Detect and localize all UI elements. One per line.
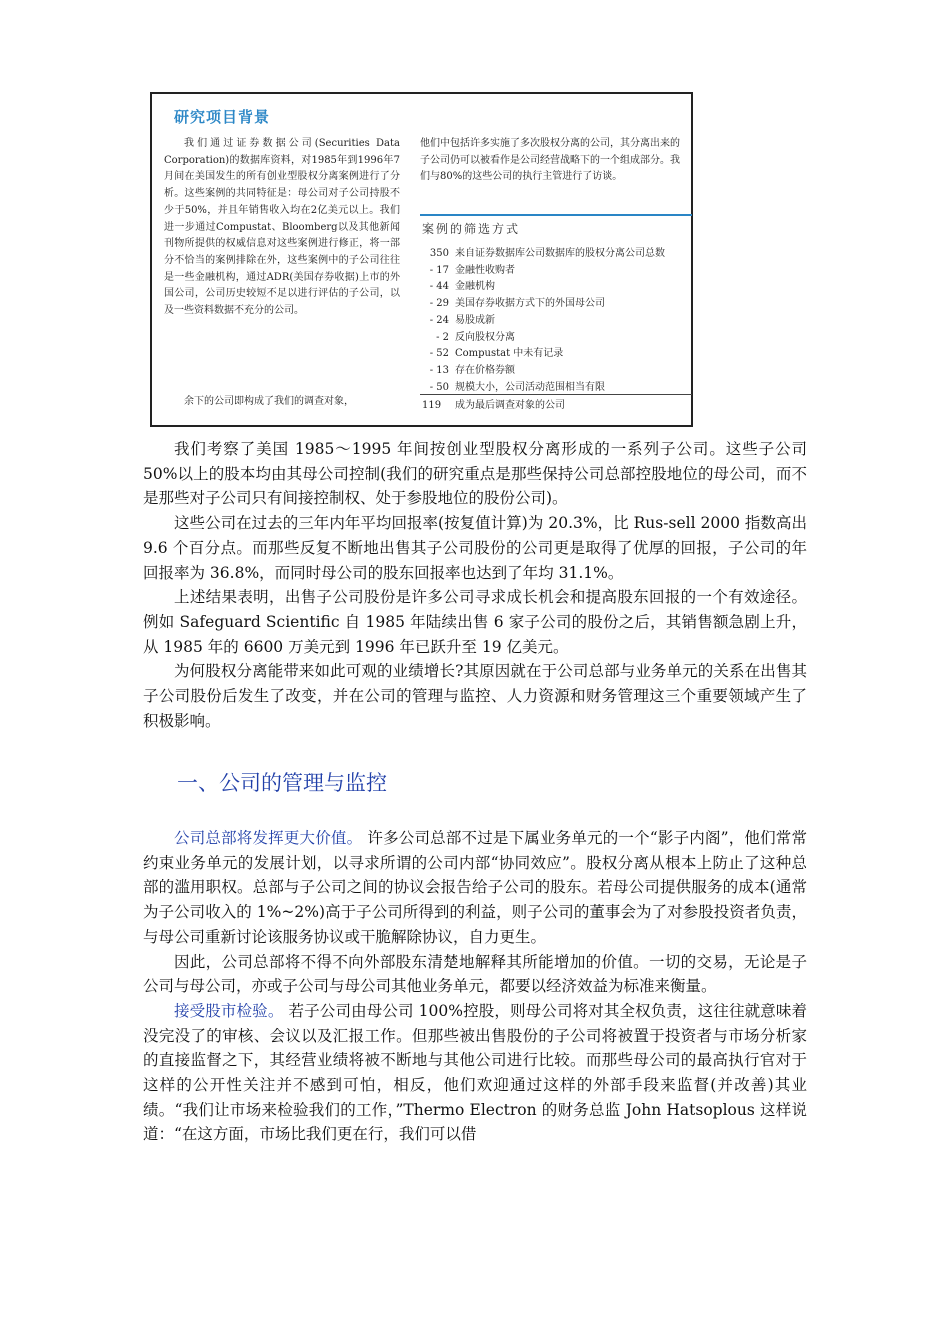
paragraph-text: 许多公司总部不过是下属业务单元的一个“影子内阁”，他们常常约束业务单元的发展计划，以寻求所谓的公司内部“协同效应”。股权分离从根本上防止了这种总部的滥用职权。总部与子公司之间的协议会报告给子公司的股东。若母公司提供服务的成本(通常为子公司收入的 1%~2%)高于子公司所得到的利益，则子公司的董事会为了对参股投资者负责，与母公司重新讨论该服务协议或干脆解除协议，自力更生。 <box>143 829 807 946</box>
total-text: 成为最后调查对象的公司 <box>455 400 565 411</box>
screening-text: Compustat 中未有记录 <box>455 348 564 360</box>
paragraph: 为何股权分离能带来如此可观的业绩增长?其原因就在于公司总部与业务单元的关系在出售其子公司股份后发生了改变，并在公司的管理与监控、人力资源和财务管理这三个重要领域产生了积极影响。 <box>143 662 807 730</box>
research-background-box <box>150 92 693 427</box>
screening-number: - 52 <box>429 348 449 360</box>
screening-number: - 24 <box>429 314 449 326</box>
intro-body <box>143 437 807 733</box>
paragraph-lead: 公司总部将发挥更大价值。 <box>174 829 363 847</box>
paragraph <box>143 826 807 950</box>
screening-item <box>422 246 692 263</box>
screening-number: 350 <box>429 248 449 259</box>
screening-item <box>422 313 692 330</box>
section-heading: 一、公司的管理与监控 <box>177 771 387 795</box>
section-body <box>143 826 807 1147</box>
paragraph: 这些公司在过去的三年内年平均回报率(按复值计算)为 20.3%，比 Rus-sell 2000 指数高出 9.6 个百分点。而那些反复不断地出售其子公司股份的公司更是取得了优厚的回报，子公司的年回报率为 36.8%，而同时母公司的股东回报率也达到了年均 31.1%。 <box>143 514 807 582</box>
box-left-text: 我们通过证券数据公司(Securities Data Corporation)的数据库资料，对1985年到1996年7月间在美国发生的所有创业型股权分离案例进行了分析。这些案例的共同特征是：母公司对子公司持股不少于50%，并且年销售收入均在2亿美元以上。我们进一步通过Compustat、Bloomberg以及其他新闻刊物所提供的权威信息对这些案例进行修正，将一部分不恰当的案例排除在外，这些案例中的子公司往往是一些金融机构，通过ADR(美国存券收据)上市的外国公司，公司历史较短不足以进行评估的子公司，以及一些资料数据不充分的公司。 <box>164 138 400 317</box>
box-right-intro: 他们中包括许多实施了多次股权分离的公司，其分离出来的子公司仍可以被看作是公司经营战略下的一个组成部分。我们与80%的这些公司的执行主管进行了访谈。 <box>420 138 680 183</box>
paragraph-text: 若子公司由母公司 100%控股，则母公司将对其全权负责，这往往就意味着没完没了的审核、会议以及汇报工作。但那些被出售股份的子公司将被置于投资者与市场分析家的直接监督之下，其经营业绩将被不断地与其他公司进行比较。而那些母公司的最高执行官对于这样的公开性关注并不感到可怕，相反，他们欢迎通过这样的外部手段来监督(并改善)其业绩。“我们让市场来检验我们的工作，”Thermo Electron 的财务总监 John Hatsoplous 这样说道：“在这方面，市场比我们更在行，我们可以借 <box>143 1001 807 1144</box>
screening-item <box>422 330 692 347</box>
screening-number: - 2 <box>436 331 449 343</box>
screening-title: 案例的筛选方式 <box>422 222 521 236</box>
screening-number: - 17 <box>429 264 449 276</box>
box-title: 研究项目背景 <box>174 108 271 126</box>
paragraph-lead: 接受股市检验。 <box>174 1001 284 1020</box>
screening-item <box>422 296 692 313</box>
screening-text: 金融机构 <box>455 281 495 293</box>
screening-text: 来自证券数据库公司数据库的股权分离公司总数 <box>455 248 665 259</box>
screening-list <box>422 246 692 396</box>
screening-total <box>422 398 565 414</box>
screening-number: - 50 <box>429 381 449 393</box>
total-divider <box>420 394 692 395</box>
screening-item <box>422 279 692 296</box>
screening-text: 存在价格券额 <box>455 364 515 376</box>
screening-number: - 13 <box>429 364 449 376</box>
box-right-column <box>420 136 682 186</box>
paragraph <box>143 999 807 1147</box>
paragraph: 我们考察了美国 1985～1995 年间按创业型股权分离形成的一系列子公司。这些子公司 50%以上的股本均由其母公司控制(我们的研究重点是那些保持公司总部控股地位的母公司，而不是那些对子公司只有间接控制权、处于参股地位的股份公司)。 <box>143 440 807 508</box>
screening-item <box>422 363 692 380</box>
screening-item <box>422 346 692 363</box>
total-number: 119 <box>422 400 442 411</box>
screening-text: 规模大小，公司活动范围相当有限 <box>455 381 605 393</box>
box-left-last-line: 余下的公司即构成了我们的调查对象， <box>184 396 354 407</box>
screening-text: 金融性收购者 <box>455 264 515 276</box>
box-left-column <box>164 136 400 407</box>
screening-number: - 29 <box>429 298 449 310</box>
screening-number: - 44 <box>429 281 449 293</box>
paragraph: 因此，公司总部将不得不向外部股东清楚地解释其所能增加的价值。一切的交易，无论是子公司与母公司，亦或子公司与母公司其他业务单元，都要以经济效益为标准来衡量。 <box>143 952 807 996</box>
blue-divider <box>420 214 692 216</box>
screening-text: 反向股权分离 <box>455 331 515 343</box>
screening-item <box>422 263 692 280</box>
screening-text: 易股成新 <box>455 314 495 326</box>
paragraph: 上述结果表明，出售子公司股份是许多公司寻求成长机会和提高股东回报的一个有效途径。例如 Safeguard Scientific 自 1985 年陆续出售 6 家子公司的股份之后，其销售额急剧上升，从 1985 年的 6600 万美元到 1996 年已跃升至 19 亿美元。 <box>143 588 807 656</box>
screening-text: 美国存券收据方式下的外国母公司 <box>455 298 605 310</box>
